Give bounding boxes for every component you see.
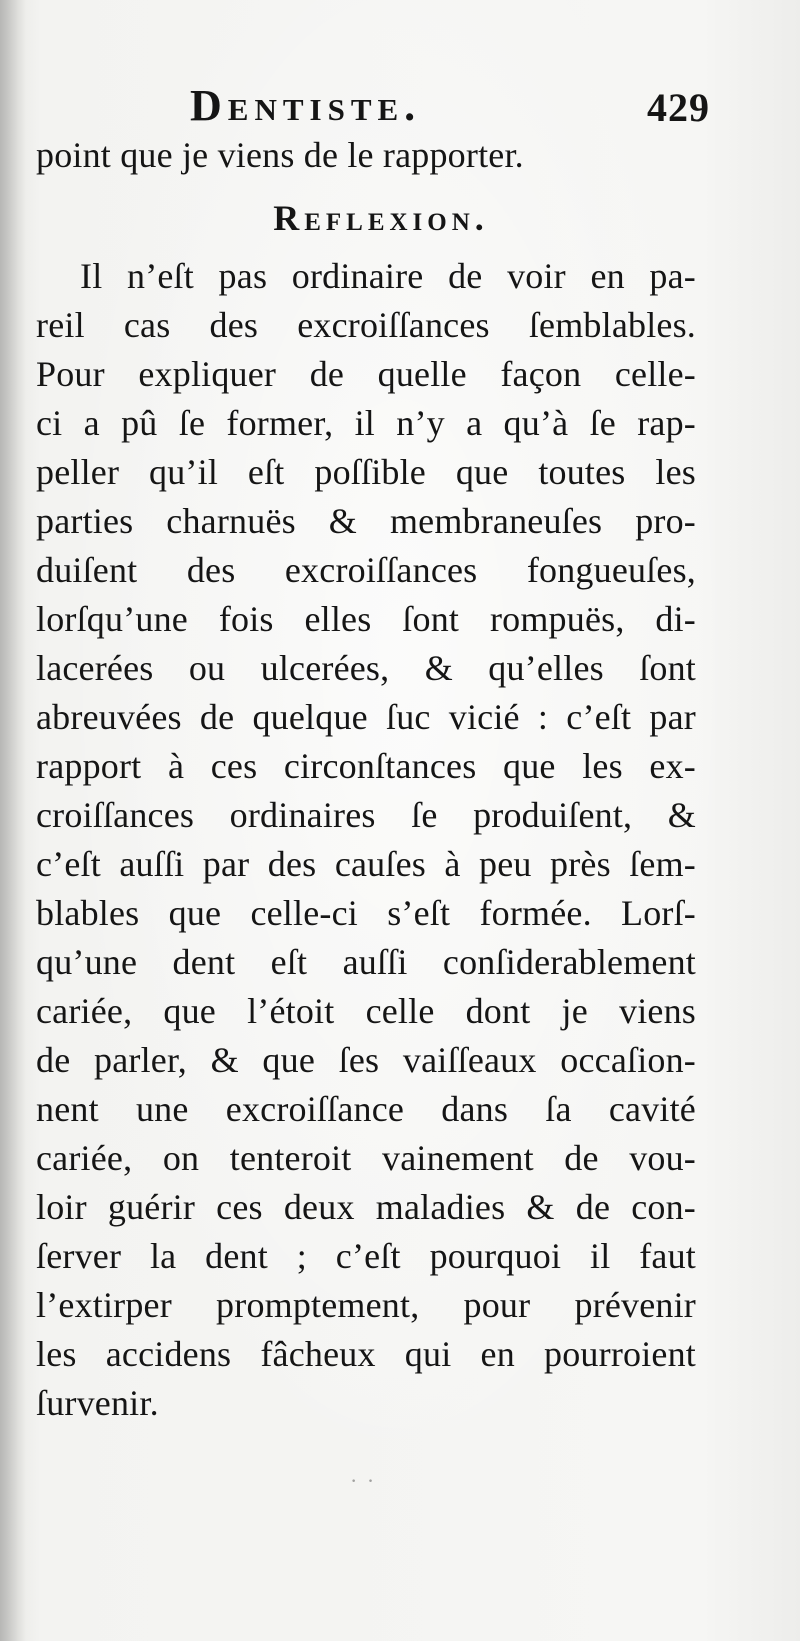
text-line: reil cas des excroiſſances ſemblables. — [36, 305, 696, 345]
text-line: de parler, & que ſes vaiſſeaux occaſion- — [36, 1040, 696, 1080]
text-line: loir guérir ces deux maladies & de con- — [36, 1187, 696, 1227]
continued-line: point que je viens de le rapporter. — [36, 135, 524, 175]
text-line: abreuvées de quelque ſuc vicié : c’eſt par — [36, 697, 696, 737]
section-title: Reflexion. — [273, 198, 489, 238]
text-line: nent une excroiſſance dans ſa cavité — [36, 1089, 696, 1129]
page-body — [36, 131, 696, 1428]
text-line: lacerées ou ulcerées, & qu’elles ſont — [36, 648, 696, 688]
text-line: l’extirper promptement, pour prévenir — [36, 1285, 696, 1325]
page-number: 429 — [647, 85, 710, 130]
text-line: les accidens fâcheux qui en pourroient — [36, 1334, 696, 1374]
reflexion-paragraph — [36, 252, 696, 1428]
text-line: cariée, que l’étoit celle dont je viens — [36, 991, 696, 1031]
text-line: peller qu’il eſt poſſible que toutes les — [36, 452, 696, 492]
text-line: ſerver la dent ; c’eſt pourquoi il faut — [36, 1236, 696, 1276]
paper-blemish: · · — [350, 1468, 377, 1493]
text-line: cariée, on tenteroit vainement de vou- — [36, 1138, 696, 1178]
text-line: ſurvenir. — [36, 1383, 159, 1423]
text-line: croiſſances ordinaires ſe produiſent, & — [36, 795, 696, 835]
text-line: c’eſt auſſi par des cauſes à peu près ſem- — [36, 844, 696, 884]
text-line: Il n’eſt pas ordinaire de voir en pa- — [80, 256, 696, 296]
text-line: parties charnuës & membraneuſes pro- — [36, 501, 696, 541]
text-line: lorſqu’une fois elles ſont rompuës, di- — [36, 599, 696, 639]
text-line: blables que celle-ci s’eſt formée. Lorſ- — [36, 893, 696, 933]
text-line: ci a pû ſe former, il n’y a qu’à ſe rap- — [36, 403, 696, 443]
text-line: rapport à ces circonſtances que les ex- — [36, 746, 696, 786]
gutter-shadow — [0, 0, 26, 1641]
text-line: duiſent des excroiſſances fongueuſes, — [36, 550, 696, 590]
text-line: Pour expliquer de quelle façon celle- — [36, 354, 696, 394]
running-head: Dentiste. — [190, 81, 422, 130]
text-line: qu’une dent eſt auſſi conſiderablement — [36, 942, 696, 982]
